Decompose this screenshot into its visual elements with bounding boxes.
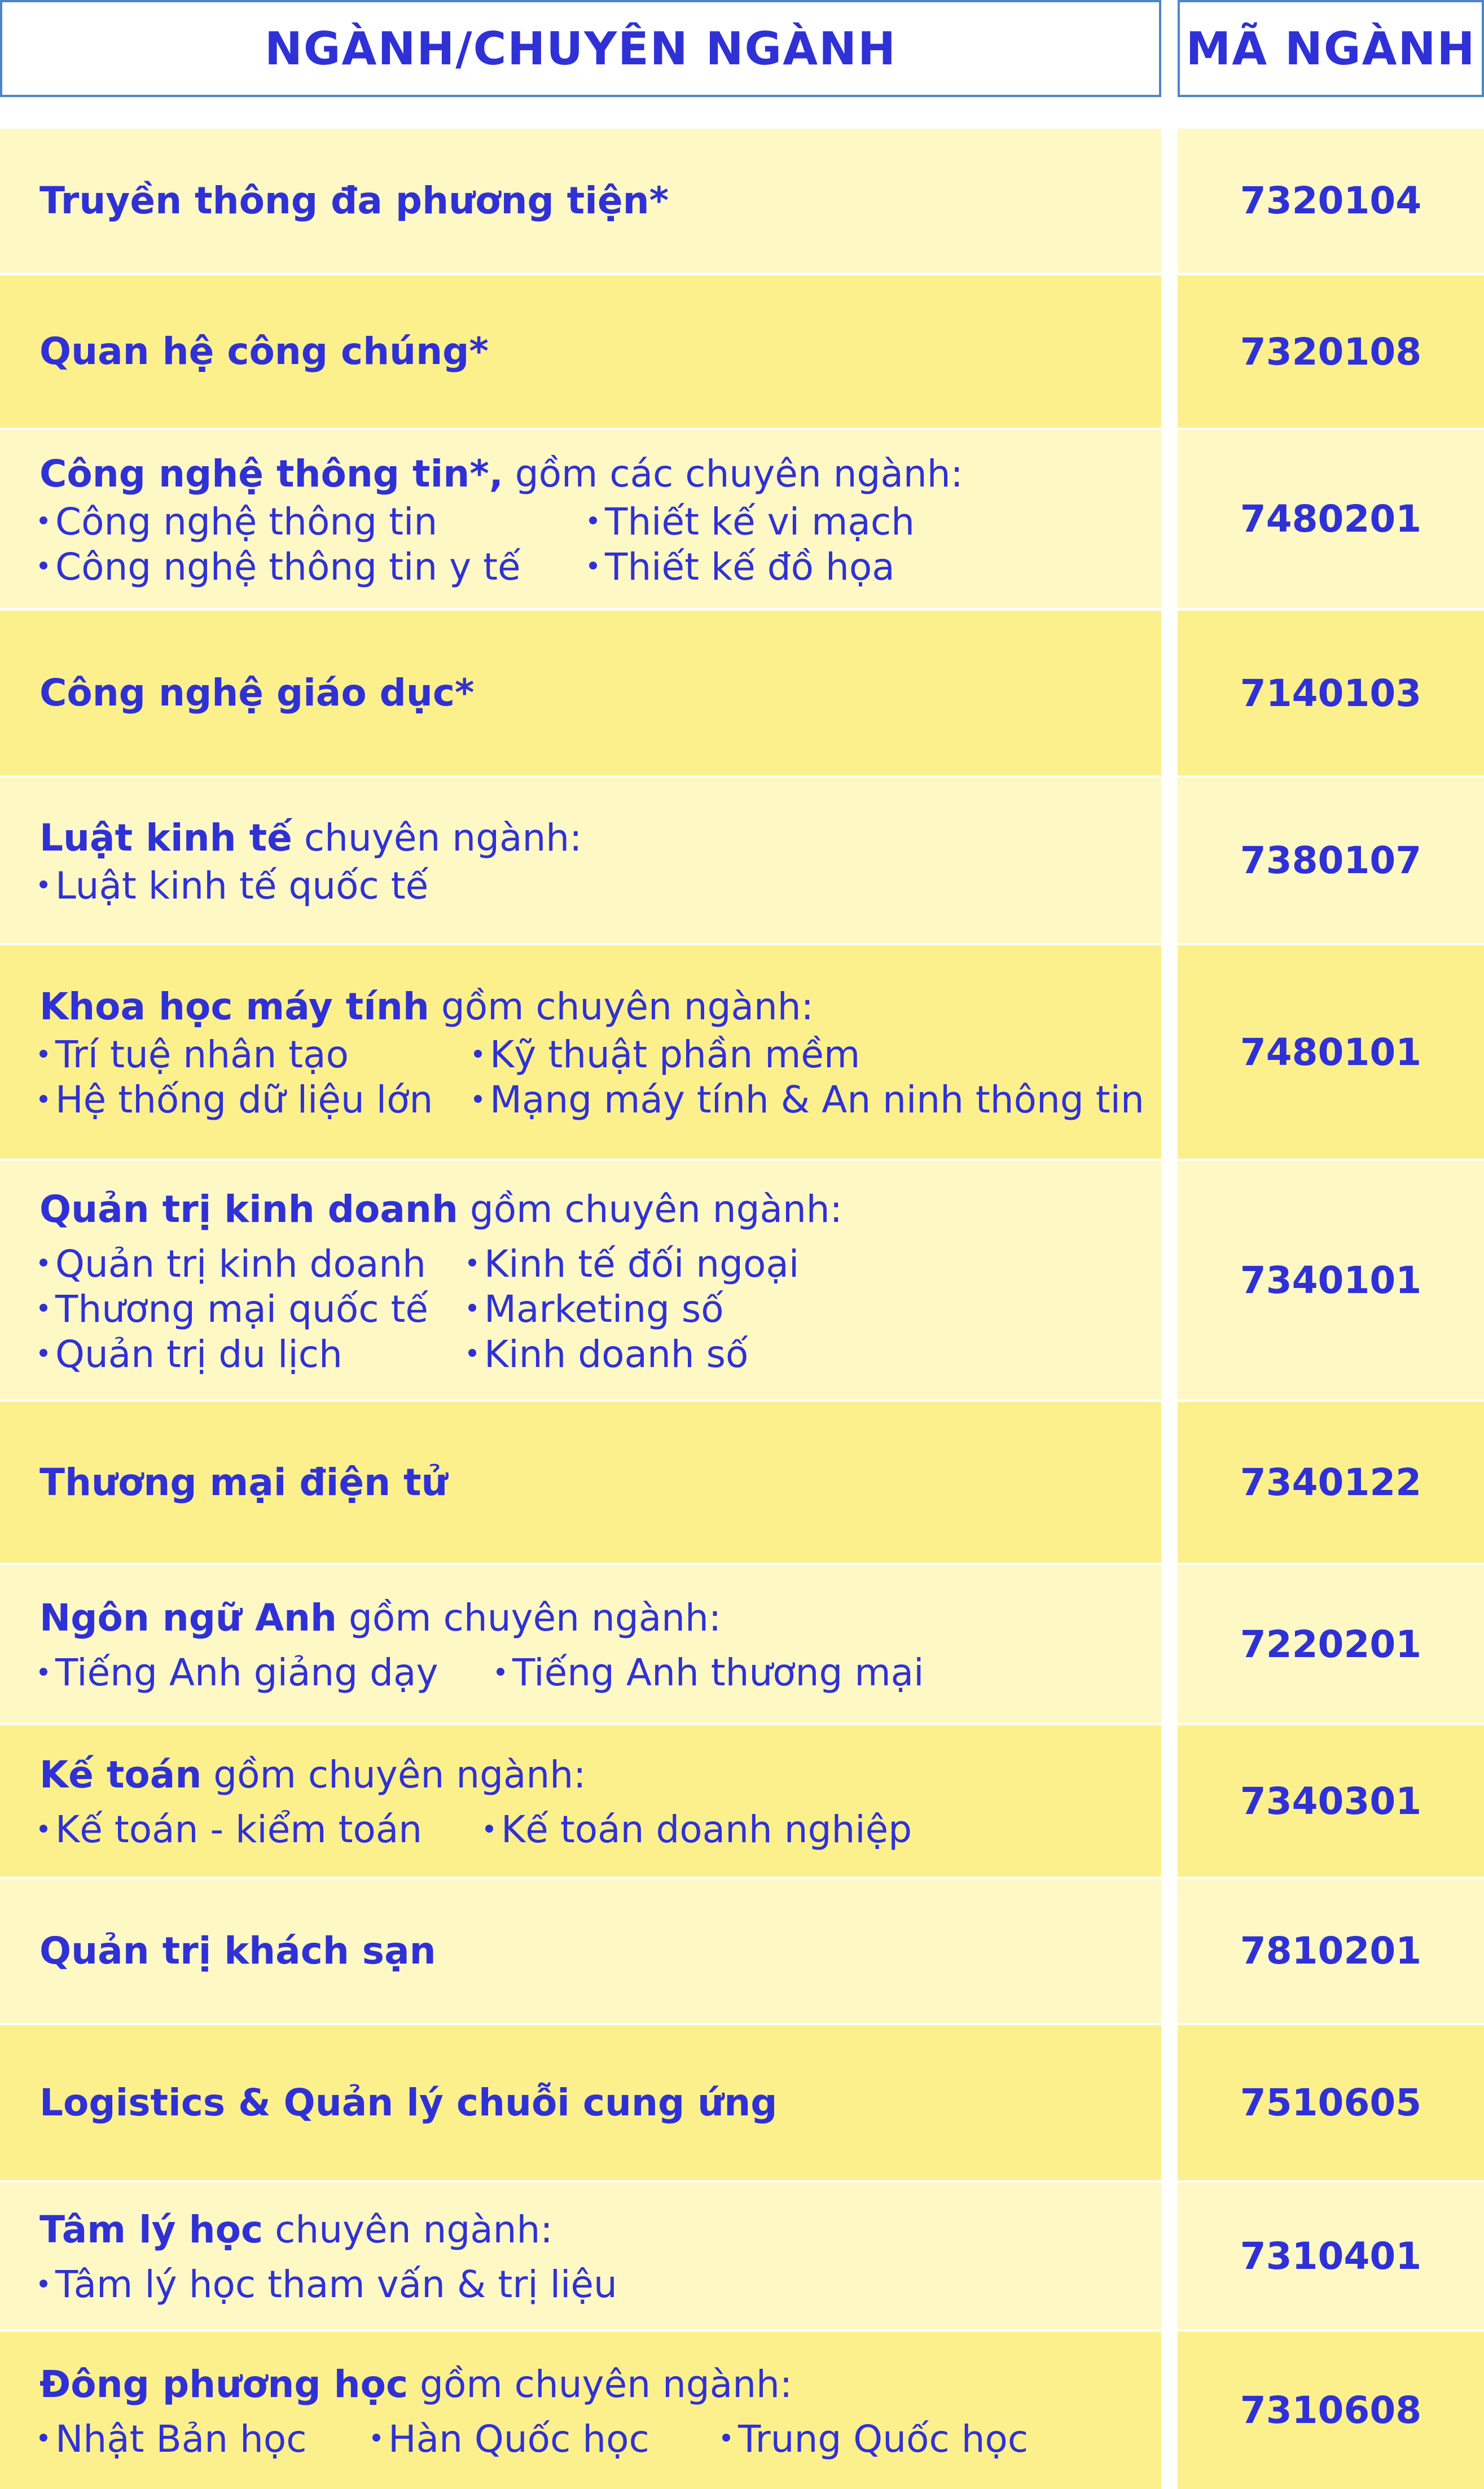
major-content	[39, 275, 1139, 428]
bullet-icon	[39, 1259, 47, 1267]
specialization-list	[39, 864, 1139, 909]
major-cell	[0, 1565, 1161, 1723]
major-content	[39, 2025, 1139, 2180]
bullet-icon	[39, 1050, 47, 1058]
table-row	[0, 1879, 1484, 2023]
specialization-item	[39, 1032, 474, 1077]
table-row	[0, 2332, 1484, 2489]
major-code-cell	[1178, 778, 1484, 943]
bullet-icon	[485, 1825, 493, 1833]
major-title: Logistics & Quản lý chuỗi cung ứng	[39, 2080, 778, 2124]
major-title-line	[39, 2078, 1139, 2128]
specialization-label: Trí tuệ nhân tạo	[55, 1033, 349, 1076]
specialization-label: Hệ thống dữ liệu lớn	[55, 1078, 433, 1121]
specialization-item	[39, 1242, 468, 1287]
table-row	[0, 2183, 1484, 2329]
specialization-item	[39, 499, 589, 545]
major-code-cell	[1178, 1402, 1484, 1563]
specialization-label: Marketing số	[484, 1287, 724, 1331]
bullet-icon	[497, 1668, 504, 1676]
bullet-icon	[39, 1668, 47, 1676]
specialization-list	[39, 1242, 1139, 1377]
specialization-item	[39, 1332, 468, 1377]
major-title-line	[39, 1750, 1139, 1800]
table-row	[0, 611, 1484, 775]
major-content	[39, 1161, 1139, 1400]
specialization-item	[497, 1650, 1139, 1695]
specialization-label: Công nghệ thông tin	[55, 499, 438, 544]
major-code: 7480201	[1240, 497, 1422, 541]
bullet-icon	[589, 516, 597, 524]
specialization-item	[39, 1077, 474, 1123]
specialization-label: Kỹ thuật phần mềm	[490, 1033, 860, 1076]
major-title-line	[39, 326, 1139, 377]
header-code	[1178, 0, 1484, 97]
major-content	[39, 129, 1139, 273]
major-title: Luật kinh tế	[39, 816, 292, 860]
bullet-icon	[39, 2434, 47, 2442]
specialization-list	[39, 2262, 1139, 2307]
bullet-icon	[468, 1349, 476, 1357]
header-major	[0, 0, 1161, 97]
table-row	[0, 1565, 1484, 1723]
major-cell	[0, 430, 1161, 608]
major-code-cell	[1178, 1161, 1484, 1400]
specialization-item	[39, 1807, 485, 1852]
major-code-cell	[1178, 430, 1484, 608]
major-title: Thương mại điện tử	[39, 1460, 448, 1504]
major-cell	[0, 1161, 1161, 1400]
major-title: Kế toán	[39, 1753, 202, 1796]
major-content	[39, 611, 1139, 775]
bullet-icon	[474, 1095, 482, 1103]
major-code-cell	[1178, 1565, 1484, 1723]
major-content	[39, 2183, 1139, 2329]
major-cell	[0, 2025, 1161, 2180]
specialization-list	[39, 1032, 1144, 1123]
specialization-item	[39, 1287, 468, 1332]
bullet-icon	[468, 1259, 476, 1267]
specialization-item	[372, 2417, 722, 2462]
bullet-icon	[39, 1304, 47, 1312]
specialization-item	[589, 545, 1139, 590]
major-code-cell	[1178, 275, 1484, 428]
major-code: 7480101	[1240, 1030, 1422, 1074]
major-cell	[0, 611, 1161, 775]
major-content	[39, 1879, 1139, 2023]
major-title-suffix: gồm chuyên ngành:	[429, 985, 814, 1028]
specialization-label: Kế toán doanh nghiệp	[501, 1808, 912, 1851]
major-title-line	[39, 813, 1139, 864]
major-code: 7340301	[1240, 1779, 1422, 1823]
major-code-cell	[1178, 129, 1484, 273]
specialization-label: Kinh tế đối ngoại	[484, 1242, 800, 1286]
bullet-icon	[722, 2434, 730, 2442]
major-cell	[0, 1725, 1161, 1877]
specialization-label: Thương mại quốc tế	[55, 1287, 428, 1331]
major-title-line	[39, 449, 1139, 499]
major-code: 7220201	[1240, 1622, 1422, 1666]
major-title-line	[39, 2359, 1139, 2410]
specialization-item	[485, 1807, 1139, 1852]
specialization-item	[39, 2262, 1139, 2307]
specialization-item	[39, 545, 589, 590]
specialization-label: Quản trị kinh doanh	[55, 1242, 426, 1286]
major-code-cell	[1178, 2183, 1484, 2329]
bullet-icon	[39, 880, 47, 888]
major-title: Quan hệ công chúng*	[39, 330, 489, 373]
table-row	[0, 275, 1484, 428]
major-cell	[0, 2332, 1161, 2489]
major-title: Khoa học máy tính	[39, 985, 429, 1028]
specialization-label: Trung Quốc học	[738, 2417, 1029, 2461]
specialization-item	[39, 1650, 497, 1695]
major-code: 7510605	[1240, 2081, 1422, 2124]
major-code-cell	[1178, 2025, 1484, 2180]
major-code-cell	[1178, 2332, 1484, 2489]
specialization-label: Mạng máy tính & An ninh thông tin	[490, 1078, 1144, 1121]
specialization-label: Nhật Bản học	[55, 2417, 307, 2461]
bullet-icon	[468, 1304, 476, 1312]
major-code-cell	[1178, 945, 1484, 1159]
major-title-line	[39, 1926, 1139, 1977]
specialization-label: Tâm lý học tham vấn & trị liệu	[55, 2263, 617, 2306]
major-content	[39, 1565, 1139, 1723]
specialization-item	[468, 1332, 1139, 1377]
major-content	[39, 1402, 1139, 1563]
major-code: 7320104	[1240, 179, 1422, 222]
specialization-label: Công nghệ thông tin y tế	[55, 545, 521, 589]
major-code-cell	[1178, 1879, 1484, 2023]
major-title: Công nghệ giáo dục*	[39, 671, 475, 715]
specialization-label: Quản trị du lịch	[55, 1332, 343, 1376]
major-content	[39, 1725, 1139, 1877]
major-title-line	[39, 2205, 1139, 2255]
major-content	[39, 778, 1139, 943]
specialization-label: Hàn Quốc học	[388, 2417, 649, 2461]
bullet-icon	[39, 1095, 47, 1103]
bullet-icon	[39, 516, 47, 524]
major-code: 7320108	[1240, 330, 1422, 374]
major-code-cell	[1178, 1725, 1484, 1877]
table-row	[0, 1402, 1484, 1563]
major-title-line	[39, 1593, 1139, 1644]
specialization-item	[474, 1032, 1144, 1077]
major-content	[39, 945, 1144, 1159]
major-cell	[0, 129, 1161, 273]
table-row	[0, 778, 1484, 943]
major-code: 7310608	[1240, 2389, 1422, 2432]
table-row	[0, 1161, 1484, 1400]
specialization-label: Luật kinh tế quốc tế	[55, 864, 429, 908]
specialization-list	[39, 1807, 1139, 1852]
major-title: Quản trị khách sạn	[39, 1929, 436, 1973]
major-title-suffix: gồm các chuyên ngành:	[503, 452, 963, 496]
major-title-line	[39, 981, 1139, 1032]
major-code: 7810201	[1240, 1929, 1422, 1973]
table-row	[0, 129, 1484, 273]
header-code-label: MÃ NGÀNH	[1186, 22, 1476, 75]
table-row	[0, 1725, 1484, 1877]
bullet-icon	[474, 1050, 482, 1058]
specialization-item	[468, 1242, 1139, 1287]
specialization-item	[722, 2417, 1139, 2462]
major-title-suffix: chuyên ngành:	[292, 816, 582, 860]
specialization-item	[39, 2417, 372, 2462]
major-content	[39, 2332, 1139, 2489]
major-code: 7380107	[1240, 839, 1422, 882]
specialization-label: Thiết kế vi mạch	[605, 499, 915, 544]
major-title-line	[39, 176, 1139, 226]
major-cell	[0, 945, 1161, 1159]
major-title-line	[39, 1184, 1139, 1235]
major-title: Truyền thông đa phương tiện*	[39, 178, 669, 222]
specialization-label: Thiết kế đồ họa	[605, 545, 895, 589]
major-code: 7140103	[1240, 671, 1422, 715]
major-code: 7340101	[1240, 1259, 1422, 1302]
major-code: 7340122	[1240, 1461, 1422, 1504]
specialization-label: Tiếng Anh giảng dạy	[55, 1651, 438, 1694]
major-title-line	[39, 668, 1139, 718]
bullet-icon	[39, 562, 47, 569]
specialization-item	[474, 1077, 1144, 1123]
specialization-list	[39, 2417, 1139, 2462]
major-title-line	[39, 1457, 1139, 1508]
major-code: 7310401	[1240, 2234, 1422, 2278]
major-cell	[0, 1402, 1161, 1563]
bullet-icon	[39, 2280, 47, 2288]
major-title-suffix: chuyên ngành:	[263, 2208, 553, 2251]
major-cell	[0, 778, 1161, 943]
major-title: Quản trị kinh doanh	[39, 1187, 458, 1231]
table-row	[0, 945, 1484, 1159]
major-title-suffix: gồm chuyên ngành:	[408, 2362, 793, 2406]
major-title: Công nghệ thông tin*,	[39, 452, 503, 496]
specialization-item	[468, 1287, 1139, 1332]
specialization-list	[39, 499, 1139, 590]
major-content	[39, 430, 1139, 608]
table-row	[0, 430, 1484, 608]
table-row	[0, 2025, 1484, 2180]
major-title: Tâm lý học	[39, 2208, 264, 2251]
specialization-label: Tiếng Anh thương mại	[512, 1651, 924, 1694]
specialization-item	[589, 499, 1139, 545]
major-title-suffix: gồm chuyên ngành:	[337, 1596, 722, 1640]
specialization-item	[39, 864, 1139, 909]
bullet-icon	[39, 1825, 47, 1833]
specialization-label: Kinh doanh số	[484, 1332, 749, 1376]
specialization-label: Kế toán - kiểm toán	[55, 1808, 423, 1851]
major-title: Ngôn ngữ Anh	[39, 1596, 337, 1640]
header-major-label: NGÀNH/CHUYÊN NGÀNH	[264, 22, 897, 75]
major-cell	[0, 275, 1161, 428]
major-title-suffix: gồm chuyên ngành:	[201, 1753, 586, 1796]
bullet-icon	[589, 562, 597, 569]
bullet-icon	[372, 2434, 380, 2442]
major-cell	[0, 1879, 1161, 2023]
bullet-icon	[39, 1349, 47, 1357]
major-title: Đông phương học	[39, 2362, 409, 2406]
major-code-cell	[1178, 611, 1484, 775]
major-title-suffix: gồm chuyên ngành:	[458, 1187, 842, 1231]
specialization-list	[39, 1650, 1139, 1695]
major-cell	[0, 2183, 1161, 2329]
